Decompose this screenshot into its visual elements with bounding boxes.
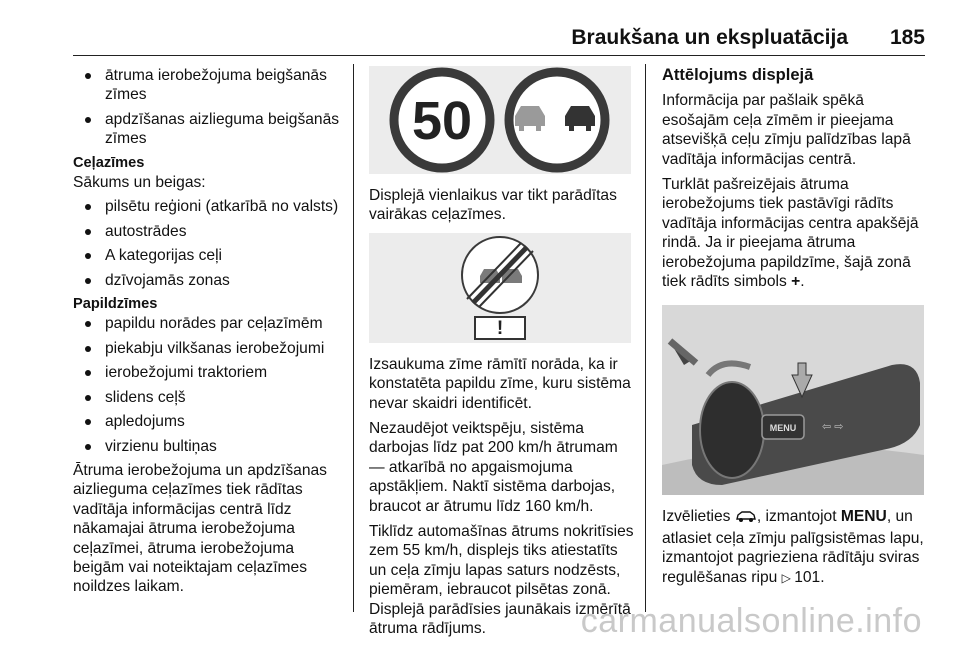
bullet-icon	[85, 419, 91, 425]
list-item: slidens ceļš	[73, 388, 343, 407]
closing-paragraph: Ātruma ierobežojuma un apdzīšanas aizlieguma ceļazīmes tiek rādītas vadītāja informācijas centrā līdz nākamajai ātruma ierobežojuma ceļazīmei, ātruma ierobežojuma beigām vai noteiktajam ceļazīmes noildzes laikam.	[73, 461, 327, 596]
page-reference[interactable]: 101.	[794, 568, 825, 586]
paragraph-current-limit: Turklāt pašreizējais ātruma ierobežojums tiek pastāvīgi rādīts vadītāja informācijas centra apakšējā rindā. Ja ir pieejama ātruma ierobežojuma papildzīme, šajā zonā tiek rādīts simbols +.	[662, 176, 919, 291]
column-divider-2	[645, 64, 646, 612]
watermark: carmanualsonline.info	[580, 602, 922, 640]
list-item: apledojums	[73, 412, 343, 431]
list-item: piekabju vilkšanas ierobežojumi	[73, 339, 343, 358]
indicator-stalk-graphic	[662, 305, 924, 495]
header-rule	[73, 55, 925, 56]
paragraph-info: Informācija par pašlaik spēkā esošajām ceļa zīmēm ir pieejama atsevišķā ceļu zīmju palīdzības lapā vadītāja informācijas centrā.	[662, 92, 911, 168]
list-item: virzienu bultiņas	[73, 437, 343, 456]
list-item: A kategorijas ceļi	[73, 246, 343, 265]
bullet-icon	[85, 73, 91, 79]
bullet-icon	[85, 444, 91, 450]
column-1	[73, 66, 343, 603]
page-title: Braukšana un ekspluatācija	[571, 26, 848, 49]
intro-text: Sākums un beigas:	[73, 174, 206, 192]
list-item: apdzīšanas aizlieguma beigšanās zīmes	[73, 110, 343, 149]
bullet-icon	[85, 229, 91, 235]
end-no-overtaking-graphic	[369, 233, 631, 343]
bullet-icon	[85, 253, 91, 259]
list-item: pilsētu reģioni (atkarībā no valsts)	[73, 197, 343, 216]
bullet-icon	[85, 346, 91, 352]
paragraph-speed-range: Nezaudējot veiktspēju, sistēma darbojas līdz pat 200 km/h ātrumam — atkarībā no apgaismojuma apstākļiem. Naktī sistēma darbojas, braucot ar ātrumu līdz 160 km/h.	[369, 420, 618, 515]
stalk-figure	[662, 305, 924, 495]
svg-text:⇦ ⇨: ⇦ ⇨	[822, 421, 844, 434]
section-heading: Attēlojums displejā	[662, 66, 814, 84]
reference-arrow-icon: ▷	[781, 570, 795, 585]
list-item: ierobežojumi traktoriem	[73, 363, 343, 382]
bullet-icon	[85, 321, 91, 327]
bullet-icon	[85, 204, 91, 210]
paragraph-reset: Tiklīdz automašīnas ātrums nokritīsies zem 55 km/h, displejs tiks atiestatīts un ceļa zīmju lapas saturs nodzēsts, piemēram, iebraucot pilsētas zonā. Displejā parādīsies jaunākais izmērītā ātruma rādījums.	[369, 523, 634, 638]
list-item: papildu norādes par ceļazīmēm	[73, 314, 343, 333]
road-signs-graphic	[369, 66, 631, 174]
sign-figure-2	[369, 233, 631, 343]
figure-caption: Displejā vienlaikus var tikt parādītas vairākas ceļazīmes.	[369, 187, 617, 224]
column-2	[369, 66, 635, 645]
plus-symbol: +	[791, 273, 801, 291]
speed-limit-value: 50	[411, 91, 473, 151]
bullet-icon	[85, 117, 91, 123]
paragraph-exclamation: Izsaukuma zīme rāmītī norāda, ka ir konstatēta papildu zīme, kuru sistēma nevar skaidri identificēt.	[369, 355, 631, 412]
page-number: 185	[889, 26, 925, 49]
bullet-icon	[85, 370, 91, 376]
list-item: dzīvojamās zonas	[73, 271, 343, 290]
subheading-road-signs: Ceļazīmes	[73, 154, 145, 171]
bullet-icon	[85, 395, 91, 401]
page-header	[0, 0, 960, 58]
subheading-additional-signs: Papildzīmes	[73, 296, 158, 313]
bullet-icon	[85, 278, 91, 284]
list-item: autostrādes	[73, 222, 343, 241]
list-item: ātruma ierobežojuma beigšanās zīmes	[73, 66, 343, 105]
exclamation-mark: !	[496, 317, 504, 339]
rotary-ring-icon	[700, 382, 764, 478]
column-3	[662, 66, 928, 594]
sign-figure-1	[369, 66, 631, 174]
paragraph-select: Izvēlieties , izmantojot MENU, un atlasiet ceļa zīmju palīgsistēmas lapu, izmantojot pagrieziena rādītāju sviras regulēšanas ripu ▷ 101.	[662, 508, 924, 586]
column-divider-1	[353, 64, 354, 612]
menu-keyword: MENU	[840, 508, 887, 526]
menu-button-label: MENU	[769, 423, 797, 434]
car-icon	[735, 509, 757, 528]
